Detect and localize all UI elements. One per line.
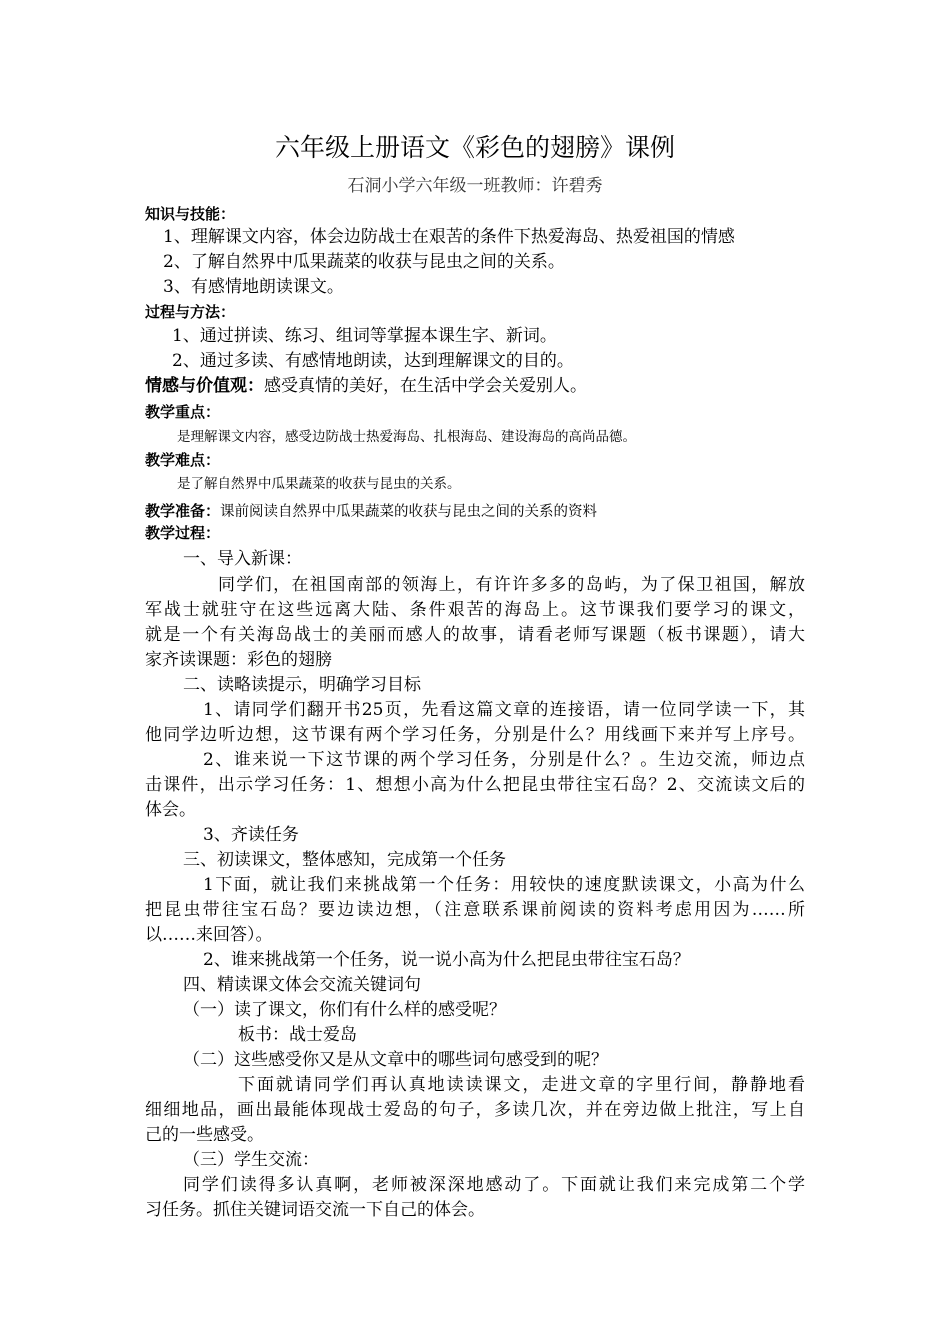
paragraph-line: 就是一个有关海岛战士的美丽而感人的故事，请看老师写课题（板书课题），请大 <box>145 625 805 645</box>
section-heading: 一、导入新课： <box>183 549 302 569</box>
paragraph-line: 1、请同学们翻开书25页，先看这篇文章的连接语，请一位同学读一下，其 <box>203 700 805 720</box>
knowledge-heading: 知识与技能： <box>145 205 236 223</box>
procedure-heading: 教学过程： <box>145 524 221 542</box>
paragraph-line: （二）这些感受你又是从文章中的哪些词句感受到的呢？ <box>183 1050 608 1070</box>
paragraph-line: 他同学边听边想，这节课有两个学习任务，分别是什么？用线画下来并写上序号。 <box>145 725 805 745</box>
difficulty-heading: 教学难点： <box>145 451 221 469</box>
prep-heading: 教学准备： <box>145 502 221 520</box>
focus-text: 是理解课文内容，感受边防战士热爱海岛、扎根海岛、建设海岛的高尚品德。 <box>177 429 636 445</box>
paragraph-line: 2、谁来挑战第一个任务，说一说小高为什么把昆虫带往宝石岛？ <box>203 950 690 970</box>
section-heading: 三、初读课文，整体感知，完成第一个任务 <box>183 850 506 870</box>
section-heading: 四、精读课文体会交流关键词句 <box>183 975 421 995</box>
paragraph-line: 2、谁来说一下这节课的两个学习任务，分别是什么？。生边交流，师边点 <box>203 750 805 770</box>
process-item: 2、通过多读、有感情地朗读，达到理解课文的目的。 <box>172 351 574 371</box>
paragraph-line: 板书：战士爱岛 <box>238 1025 357 1045</box>
process-heading: 过程与方法： <box>145 303 236 321</box>
focus-heading: 教学重点： <box>145 403 221 421</box>
knowledge-item: 3、有感情地朗读课文。 <box>163 277 344 297</box>
knowledge-item: 1、理解课文内容，体会边防战士在艰苦的条件下热爱海岛、热爱祖国的情感 <box>163 227 735 247</box>
paragraph-line: 把昆虫带往宝石岛？要边读边想，（注意联系课前阅读的资料考虑用因为……所 <box>145 900 805 920</box>
knowledge-item: 2、了解自然界中瓜果蔬菜的收获与昆虫之间的关系。 <box>163 252 565 272</box>
paragraph-line: 军战士就驻守在这些远离大陆、条件艰苦的海岛上。这节课我们要学习的课文， <box>145 600 805 620</box>
process-item: 1、通过拼读、练习、组词等掌握本课生字、新词。 <box>172 326 557 346</box>
author-line: 石洞小学六年级一班教师：许碧秀 <box>347 176 603 196</box>
difficulty-text: 是了解自然界中瓜果蔬菜的收获与昆虫的关系。 <box>177 476 461 492</box>
paragraph-line: 己的一些感受。 <box>145 1125 264 1145</box>
paragraph-line: 下面就请同学们再认真地读读课文，走进文章的字里行间，静静地看 <box>238 1075 805 1095</box>
emotion-line <box>145 376 587 396</box>
paragraph-line: 1下面，就让我们来挑战第一个任务：用较快的速度默读课文，小高为什么 <box>203 875 805 895</box>
emotion-text: 感受真情的美好，在生活中学会关爱别人。 <box>264 376 587 396</box>
paragraph-line: 细细地品，画出最能体现战士爱岛的句子，多读几次，并在旁边做上批注，写上自 <box>145 1100 805 1120</box>
document-title: 六年级上册语文《彩色的翅膀》课例 <box>274 133 675 162</box>
paragraph-line: 以……来回答）。 <box>145 925 273 945</box>
prep-line <box>145 501 597 521</box>
paragraph-line: 同学们，在祖国南部的领海上，有许许多多的岛屿，为了保卫祖国，解放 <box>218 575 805 595</box>
paragraph-line: 击课件，出示学习任务：1、想想小高为什么把昆虫带往宝石岛？2、交流读文后的 <box>145 775 805 795</box>
paragraph-line: 习任务。抓住关键词语交流一下自己的体会。 <box>145 1200 485 1220</box>
paragraph-line: （一）读了课文，你们有什么样的感受呢？ <box>183 1000 506 1020</box>
paragraph-line: （三）学生交流： <box>183 1150 319 1170</box>
paragraph-line: 3、齐读任务 <box>203 825 299 845</box>
paragraph-line: 体会。 <box>145 800 196 820</box>
prep-text: 课前阅读自然界中瓜果蔬菜的收获与昆虫之间的关系的资料 <box>220 504 598 520</box>
paragraph-line: 同学们读得多认真啊，老师被深深地感动了。下面就让我们来完成第二个学 <box>183 1175 805 1195</box>
paragraph-line: 家齐读课题：彩色的翅膀 <box>145 650 332 670</box>
emotion-heading: 情感与价值观： <box>145 376 264 396</box>
section-heading: 二、读略读提示，明确学习目标 <box>183 675 421 695</box>
